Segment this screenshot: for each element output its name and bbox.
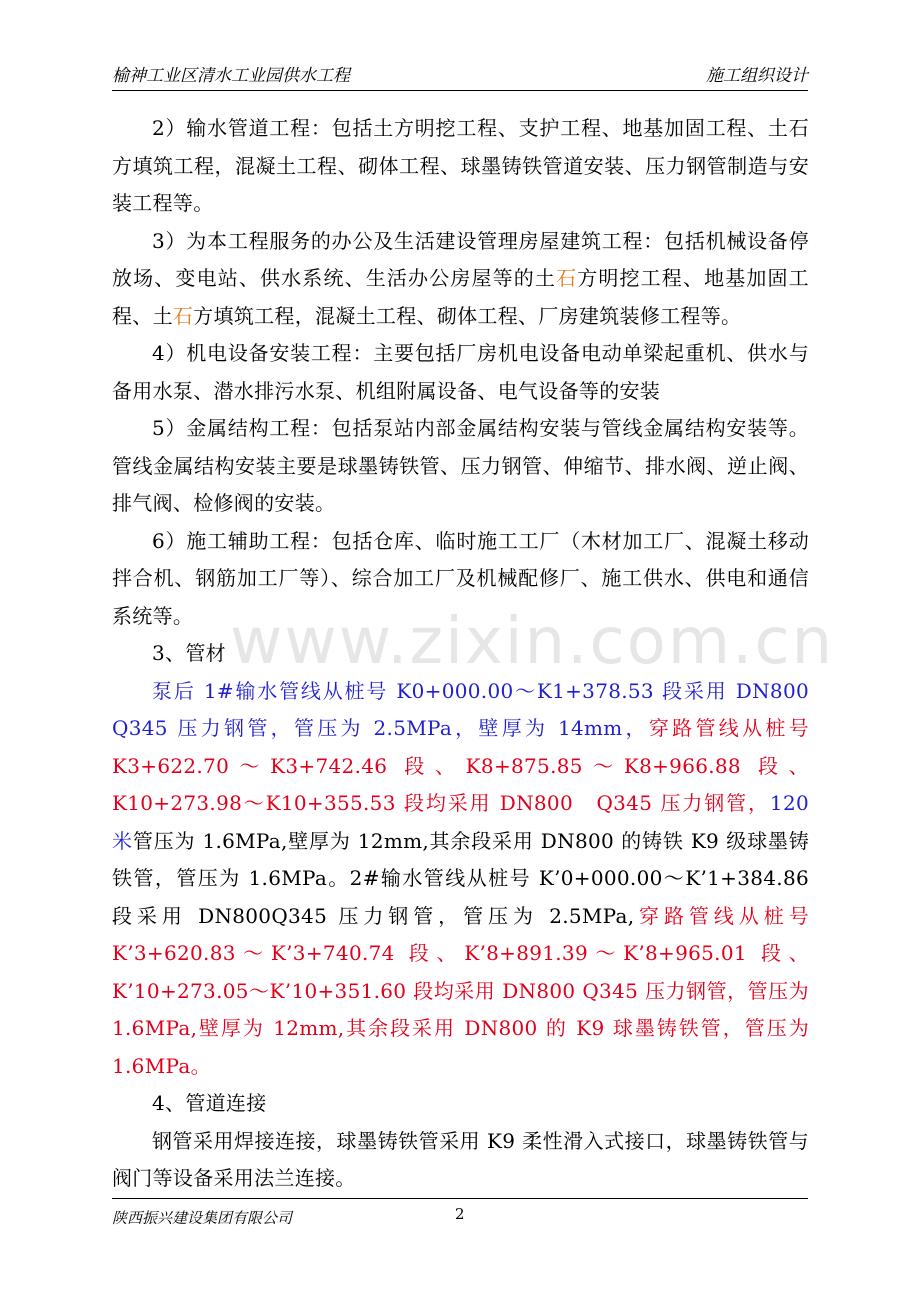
header-project-title: 榆神工业区清水工业园供水工程 xyxy=(112,66,350,86)
paragraph-mechanical-install: 4）机电设备安装工程：主要包括厂房机电设备电动单梁起重机、供水与备用水泵、潜水排污水泵、机组附属设备、电气设备等的安装 xyxy=(112,341,809,403)
blue-text-run: 120 米 xyxy=(112,791,809,853)
section-heading-pipes: 3、管材 xyxy=(152,641,226,665)
highlight-text: 石 xyxy=(556,266,578,290)
blue-text-run: 泵后 1#输水管线从桩号 K0+000.00～K1+378.53 段采用 DN800 Q345 压力钢管，管压为 2.5MPa，壁厚为 14mm， xyxy=(112,678,830,740)
red-text-run: 穿路管线从桩号 K3+622.70～K3+742.46 段、K8+875.85～K8+966.88 段、K10+273.98～K10+355.53 段均采用 DN800 Q345 压力钢管， xyxy=(112,716,809,815)
paragraph-office-buildings xyxy=(112,223,809,336)
highlight-text: 石 xyxy=(172,303,194,328)
page-footer xyxy=(112,1198,808,1227)
paragraph-pipe-specs xyxy=(112,673,830,1086)
header-doc-type: 施工组织设计 xyxy=(706,66,808,86)
text-run: 方填筑工程，混凝土工程、砌体工程、厂房建筑装修工程等。 xyxy=(193,303,742,328)
text-run: 方明挖工程、地基加固工程、土 xyxy=(112,266,809,328)
page-number: 2 xyxy=(455,1205,465,1223)
text-run: 管压为 1.6MPa,壁厚为 12mm,其余段采用 DN800 的铸铁 K9 级球墨铸铁管，管压为 1.6MPa。2#输水管线从桩号 K’0+000.00～K’1+384.86 段采用 DN800Q345 压力钢管，管压为 2.5MPa, xyxy=(112,828,809,928)
paragraph-connection: 钢管采用焊接连接，球墨铸铁管采用 K9 柔性滑入式接口，球墨铸铁管与阀门等设备采用法兰连接。 xyxy=(112,1128,809,1190)
paragraph-metal-structure: 5）金属结构工程：包括泵站内部金属结构安装与管线金属结构安装等。管线金属结构安装主要是球墨铸铁管、压力钢管、伸缩节、排水阀、逆止阀、排气阀、检修阀的安装。 xyxy=(112,416,809,515)
paragraph-pipeline-works: 2）输水管道工程：包括土方明挖工程、支护工程、地基加固工程、土石方填筑工程，混凝土工程、砌体工程、球墨铸铁管道安装、压力钢管制造与安装工程等。 xyxy=(112,116,809,215)
paragraph-auxiliary-works: 6）施工辅助工程：包括仓库、临时施工工厂（木材加工厂、混凝土移动拌合机、钢筋加工厂等）、综合加工厂及机械配修厂、施工供水、供电和通信系统等。 xyxy=(112,528,809,628)
text-run: 3）为本工程服务的办公及生活建设管理房屋建筑工程：包括机械设备停放场、变电站、供水系统、生活办公房屋等的土 xyxy=(112,228,809,290)
red-text-run: 穿路管线从桩号 K’3+620.83～K’3+740.74 段、K’8+891.39～K’8+965.01 段、K’10+273.05～K’10+351.60 段均采用 DN800 Q345 压力钢管，管压为 1.6MPa,壁厚为 12mm,其余段采用 DN800 的 K9 球墨铸铁管，管压为 1.6MPa。 xyxy=(112,903,809,1078)
section-heading-connection: 4、管道连接 xyxy=(152,1091,267,1115)
footer-company: 陕西振兴建设集团有限公司 xyxy=(112,1209,293,1227)
watermark: www.zixin.com.cn xyxy=(230,605,835,679)
page-header xyxy=(112,62,808,91)
document-body xyxy=(112,110,830,1198)
